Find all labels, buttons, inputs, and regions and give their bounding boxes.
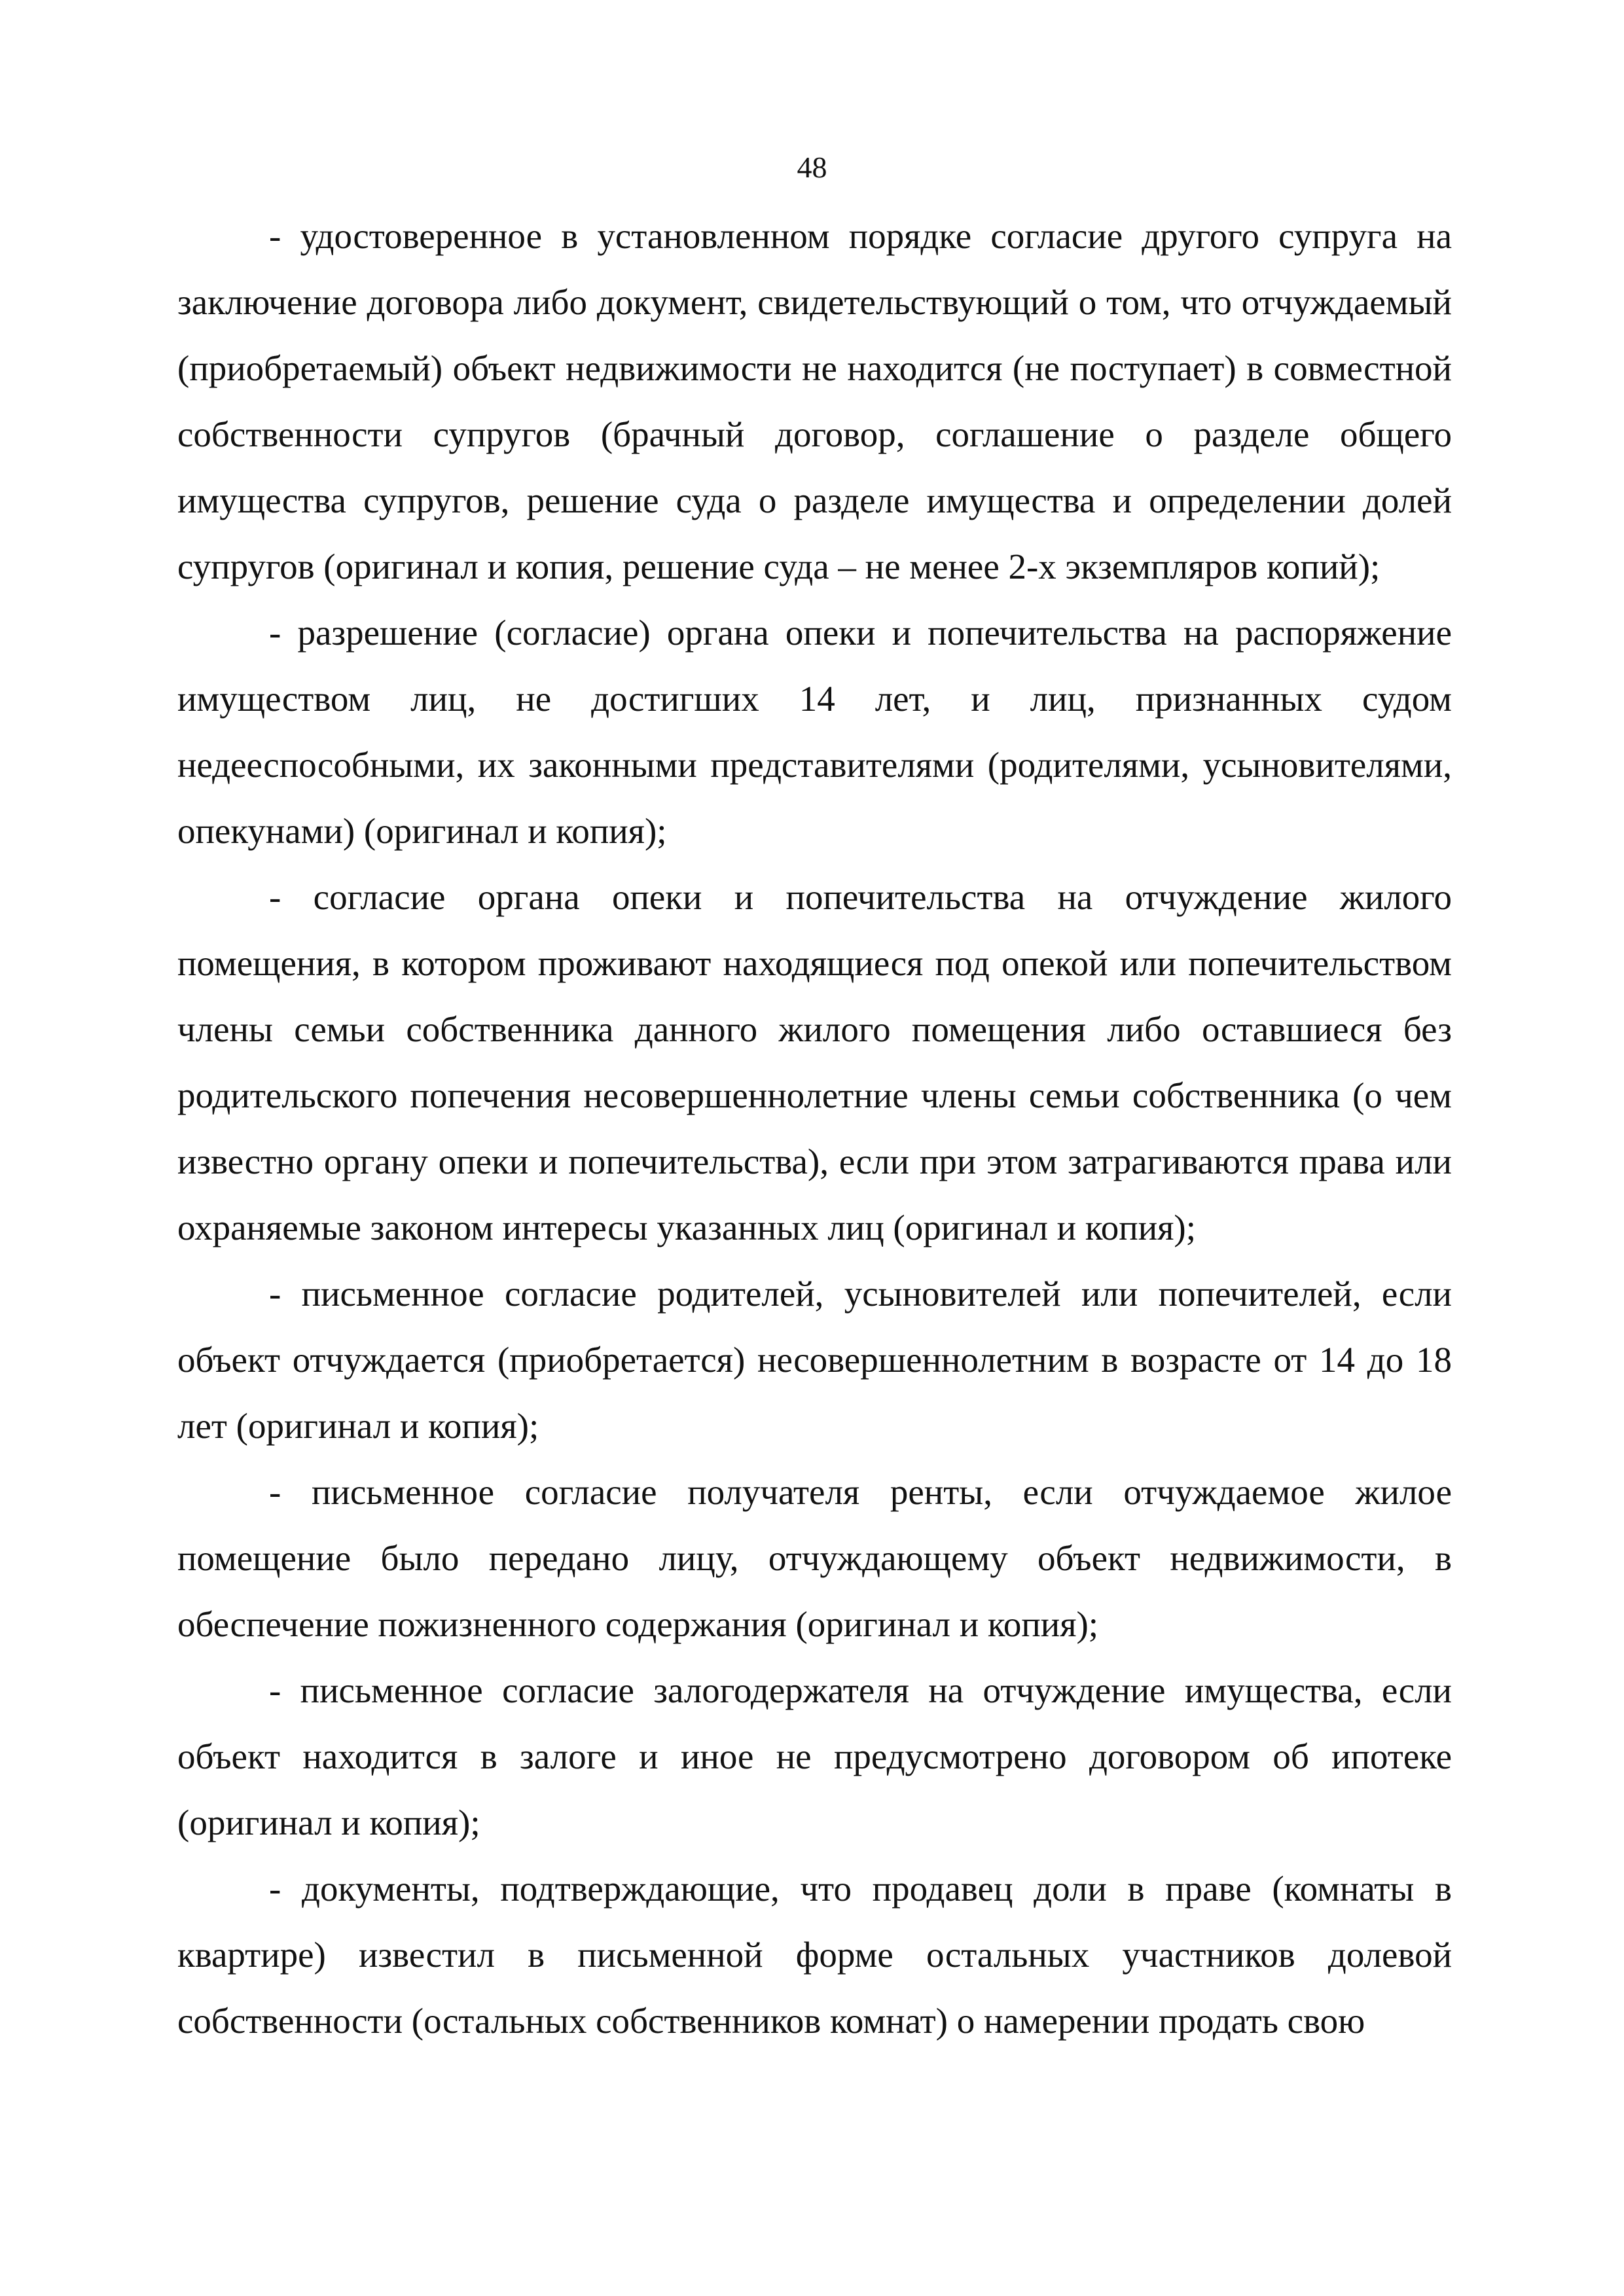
paragraph-pledgee-consent: - письменное согласие залогодержателя на отчуждение имущества, если объект находится в залоге и иное не предусмотрено договором об ипотеке (оригинал и копия);: [177, 1670, 1452, 1842]
page-number: 48: [797, 151, 827, 184]
paragraph-share-sale-notice: - документы, подтверждающие, что продавец доли в праве (комнаты в квартире) известил в письменной форме остальных участников долевой собственности (остальных собственников комнат) о намерении продать свою: [177, 1869, 1452, 2041]
document-body: [177, 203, 1452, 2054]
paragraph-spouse-consent: - удостоверенное в установленном порядке согласие другого супруга на заключение договора либо документ, свидетельствующий о том, что отчуждаемый (приобретаемый) объект недвижимости не находится (не поступает) в совместной собственности супругов (брачный договор, соглашение о разделе общего имущества супругов, решение суда о разделе имущества и определении долей супругов (оригинал и копия, решение суда – не менее 2-х экземпляров копий);: [177, 216, 1452, 586]
paragraph-guardianship-permission: - разрешение (согласие) органа опеки и попечительства на распоряжение имуществом лиц, не достигших 14 лет, и лиц, признанных судом недееспособными, их законными представителями (родителями, усыновителями, опекунами) (оригинал и копия);: [177, 613, 1452, 851]
paragraph-guardianship-consent: - согласие органа опеки и попечительства на отчуждение жилого помещения, в котором проживают находящиеся под опекой или попечительством члены семьи собственника данного жилого помещения либо оставшиеся без родительского попечения несовершеннолетние члены семьи собственника (о чем известно органу опеки и попечительства), если при этом затрагиваются права или охраняемые законом интересы указанных лиц (оригинал и копия);: [177, 877, 1452, 1247]
paragraph-parents-consent: - письменное согласие родителей, усыновителей или попечителей, если объект отчуждается (приобретается) несовершеннолетним в возрасте от 14 до 18 лет (оригинал и копия);: [177, 1274, 1452, 1446]
paragraph-rent-recipient-consent: - письменное согласие получателя ренты, если отчуждаемое жилое помещение было передано лицу, отчуждающему объект недвижимости, в обеспечение пожизненного содержания (оригинал и копия);: [177, 1472, 1452, 1644]
